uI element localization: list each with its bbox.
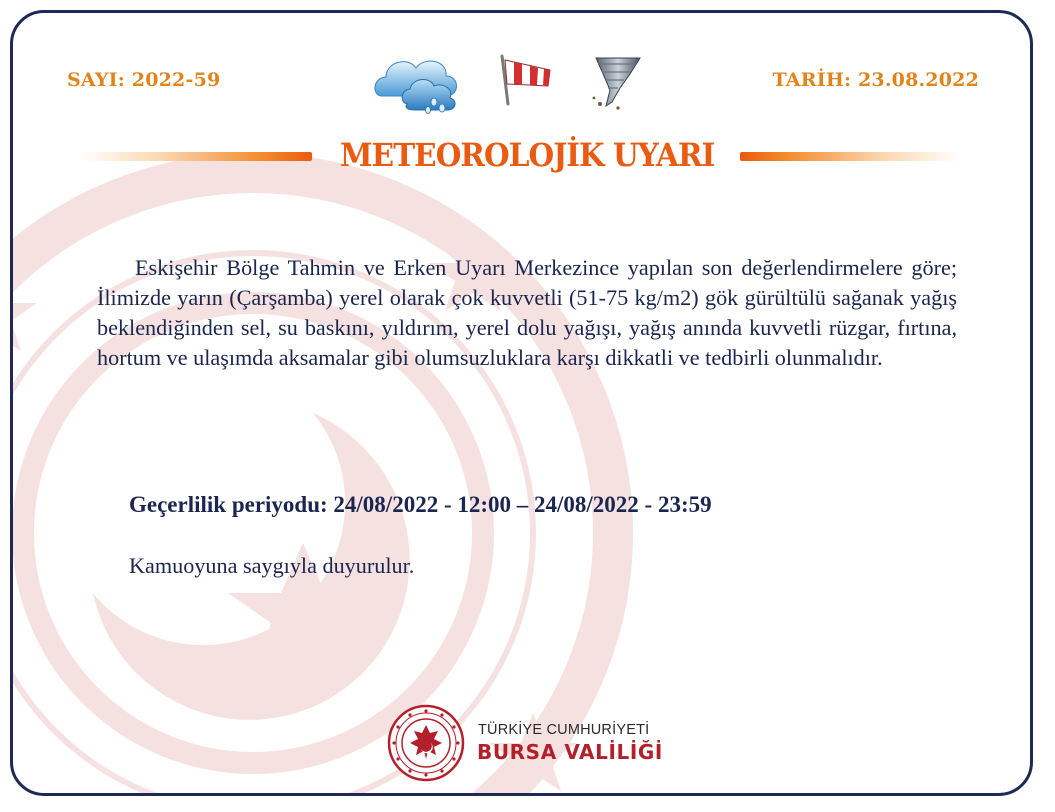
title-decor-left: [80, 152, 312, 161]
document-frame: [10, 10, 1033, 796]
governorate-logo: [386, 703, 686, 779]
issue-number: SAYI: 2022-59: [67, 69, 221, 91]
validity-value: 24/08/2022 - 12:00 – 24/08/2022 - 23:59: [333, 492, 712, 517]
issue-date: TARİH: 23.08.2022: [772, 69, 979, 91]
title-decor-right: [740, 152, 960, 161]
closing-notice: Kamuoyuna saygıyla duyurulur.: [129, 553, 415, 578]
page-title: METEOROLOJİK UYARI: [340, 136, 715, 174]
seal-icon: [386, 703, 466, 783]
weather-icons: [374, 44, 644, 116]
logo-republic-text: TÜRKİYE CUMHURİYETİ: [478, 722, 650, 738]
title-row: [80, 134, 960, 184]
logo-governorate-text: BURSA VALİLİĞİ: [477, 740, 663, 764]
windsock-icon: [502, 56, 550, 104]
validity-label: Geçerlilik periyodu:: [129, 492, 328, 517]
tornado-icon: [593, 58, 640, 110]
watermark-emblem: [10, 153, 633, 796]
rain-cloud-icon: [375, 61, 457, 113]
warning-paragraph: Eskişehir Bölge Tahmin ve Erken Uyarı Merkezince yapılan son değerlendirmelere göre; İlimizde yarın (Çarşamba) yerel olarak çok kuvvetli (51-75 kg/m2) gök gürültülü sağanak yağış beklendiğinden sel, su baskını, yıldırım, yerel dolu yağışı, yağış anında kuvvetli rüzgar, fırtına, hortum ve ulaşımda aksamalar gibi olumsuzluklara karşı dikkatli ve tedbirli olunmalıdır.: [97, 255, 957, 370]
validity-period: [129, 492, 712, 518]
